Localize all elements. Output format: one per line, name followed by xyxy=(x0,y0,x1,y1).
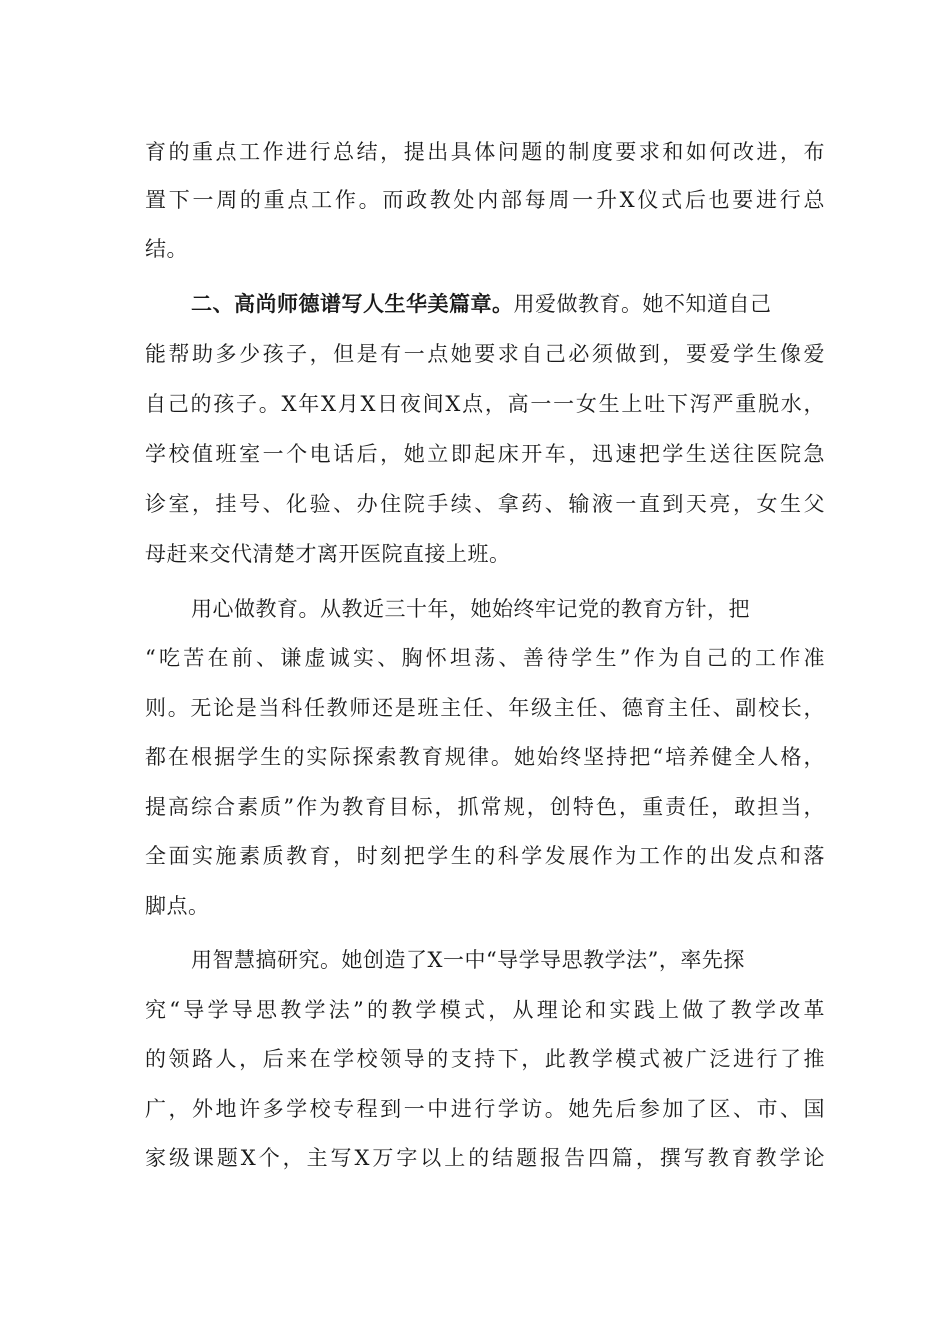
paragraph-2-line-3: 自己的孩子。X年X月X日夜间X点，高一一女生上吐下泻严重脱水， xyxy=(145,392,825,416)
paragraph-2-line-6: 母赶来交代清楚才离开医院直接上班。 xyxy=(145,542,511,566)
paragraph-1-line-2: 置下一周的重点工作。而政教处内部每周一升X仪式后也要进行总 xyxy=(145,188,825,212)
paragraph-3-line-1: 用心做教育。从教近三十年，她始终牢记党的教育方针，把 xyxy=(191,597,750,621)
section-heading: 二、高尚师德谱写人生华美篇章。 xyxy=(191,291,514,316)
paragraph-1-line-1: 育的重点工作进行总结，提出具体问题的制度要求和如何改进，布 xyxy=(145,140,825,164)
paragraph-4-line-5: 家级课题X个，主写X万字以上的结题报告四篇，撰写教育教学论 xyxy=(145,1146,825,1170)
paragraph-4-line-1: 用智慧搞研究。她创造了X一中“导学导思教学法”，率先探 xyxy=(191,948,745,972)
paragraph-3-line-2: “吃苦在前、谦虚诚实、胸怀坦荡、善待学生”作为自己的工作准 xyxy=(145,646,825,670)
paragraph-1-line-3: 结。 xyxy=(145,237,188,261)
paragraph-2-line-2: 能帮助多少孩子，但是有一点她要求自己必须做到，要爱学生像爱 xyxy=(145,342,825,366)
paragraph-2-line-1 xyxy=(191,286,825,322)
paragraph-3-line-6: 全面实施素质教育，时刻把学生的科学发展作为工作的出发点和落 xyxy=(145,844,825,868)
paragraph-2-line-5: 诊室，挂号、化验、办住院手续、拿药、输液一直到天亮，女生父 xyxy=(145,492,825,516)
paragraph-3-line-4: 都在根据学生的实际探索教育规律。她始终坚持把“培养健全人格， xyxy=(145,745,825,769)
paragraph-3-line-7: 脚点。 xyxy=(145,894,210,918)
paragraph-4-line-3: 的领路人，后来在学校领导的支持下，此教学模式被广泛进行了推 xyxy=(145,1047,825,1071)
paragraph-3-line-3: 则。无论是当科任教师还是班主任、年级主任、德育主任、副校长， xyxy=(145,696,825,720)
paragraph-4-line-4: 广，外地许多学校专程到一中进行学访。她先后参加了区、市、国 xyxy=(145,1097,825,1121)
paragraph-2-line-1-text: 用爱做教育。她不知道自己 xyxy=(513,292,772,316)
paragraph-4-line-2: 究“导学导思教学法”的教学模式，从理论和实践上做了教学改革 xyxy=(145,998,825,1022)
paragraph-3-line-5: 提高综合素质”作为教育目标，抓常规，创特色，重责任，敢担当， xyxy=(145,795,825,819)
paragraph-2-line-4: 学校值班室一个电话后，她立即起床开车，迅速把学生送往医院急 xyxy=(145,442,825,466)
